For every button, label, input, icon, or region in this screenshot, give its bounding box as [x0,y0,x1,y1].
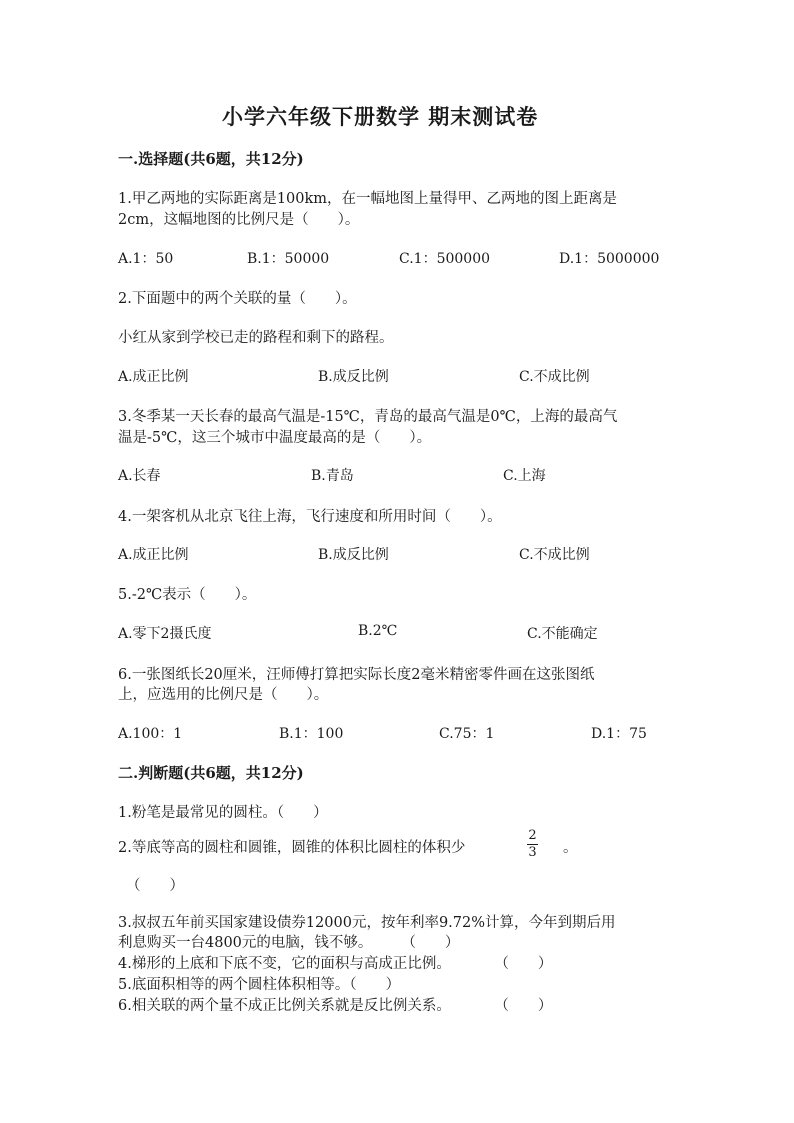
fraction-two-thirds [527,829,538,860]
judge-question-5: 5.底面积相等的两个圆柱体积相等。（ ） [118,977,401,993]
question-3-line-2: 温是-5℃，这三个城市中温度最高的是（ ）。 [118,430,432,446]
q2-option-a: A.成正比例 [118,369,189,385]
q4-option-a: A.成正比例 [118,547,189,563]
q3-option-a: A.长春 [118,468,161,484]
section-heading-choice: 一.选择题(共6题，共12分) [118,150,304,168]
judge-question-3-line-1: 3.叔叔五年前买国家建设债券12000元，按年利率9.72%计算，今年到期后用 [118,915,616,931]
judge-question-1: 1.粉笔是最常见的圆柱。（ ） [118,805,328,821]
question-2-line-1: 2.下面题中的两个关联的量（ ）。 [118,291,357,307]
question-1-line-2: 2cm，这幅地图的比例尺是（ ）。 [118,212,360,228]
q5-option-a: A.零下2摄氏度 [118,626,212,642]
question-1-line-1: 1.甲乙两地的实际距离是100km，在一幅地图上量得甲、乙两地的图上距离是 [118,191,618,207]
question-4-line-1: 4.一架客机从北京飞往上海，飞行速度和所用时间（ ）。 [118,509,502,525]
fraction-numerator: 2 [528,828,537,843]
question-3-line-1: 3.冬季某一天长春的最高气温是-15℃，青岛的最高气温是0℃，上海的最高气 [118,409,618,425]
q6-option-d: D.1：75 [591,726,647,742]
q3-option-c: C.上海 [503,468,546,484]
judge-question-2-tail: 。 [563,840,578,856]
q1-option-b: B.1：50000 [247,251,330,267]
judge-question-4: 4.梯形的上底和下底不变，它的面积与高成正比例。 （ ） [118,956,553,972]
fraction-denominator: 3 [528,845,537,860]
q2-option-b: B.成反比例 [318,369,389,385]
q5-option-c: C.不能确定 [527,626,598,642]
q4-option-c: C.不成比例 [519,547,590,563]
q1-option-a: A.1：50 [118,251,174,267]
q5-option-b: B.2℃ [358,623,398,639]
judge-question-3-line-2: 利息购买一台4800元的电脑，钱不够。 （ ） [118,935,460,951]
question-6-line-1: 6.一张图纸长20厘米，汪师傅打算把实际长度2毫米精密零件画在这张图纸 [118,667,595,683]
q3-option-b: B.青岛 [311,468,354,484]
question-6-line-2: 上，应选用的比例尺是（ ）。 [118,687,329,703]
judge-question-2-answer: （ ） [126,878,184,894]
q2-option-c: C.不成比例 [519,369,590,385]
judge-question-2-text: 2.等底等高的圆柱和圆锥，圆锥的体积比圆柱的体积少 [118,840,466,856]
q1-option-d: D.1：5000000 [559,251,660,267]
q6-option-b: B.1：100 [279,726,344,742]
question-5-line-1: 5.-2℃表示（ ）。 [118,587,257,603]
q4-option-b: B.成反比例 [318,547,389,563]
q1-option-c: C.1：500000 [399,251,491,267]
judge-question-6: 6.相关联的两个量不成正比例关系就是反比例关系。 （ ） [118,998,553,1014]
q6-option-c: C.75：1 [439,726,495,742]
q6-option-a: A.100：1 [118,726,183,742]
question-2-line-2: 小红从家到学校已走的路程和剩下的路程。 [118,330,394,346]
page-title: 小学六年级下册数学 期末测试卷 [222,104,539,129]
section-heading-judge: 二.判断题(共6题，共12分) [118,764,304,782]
